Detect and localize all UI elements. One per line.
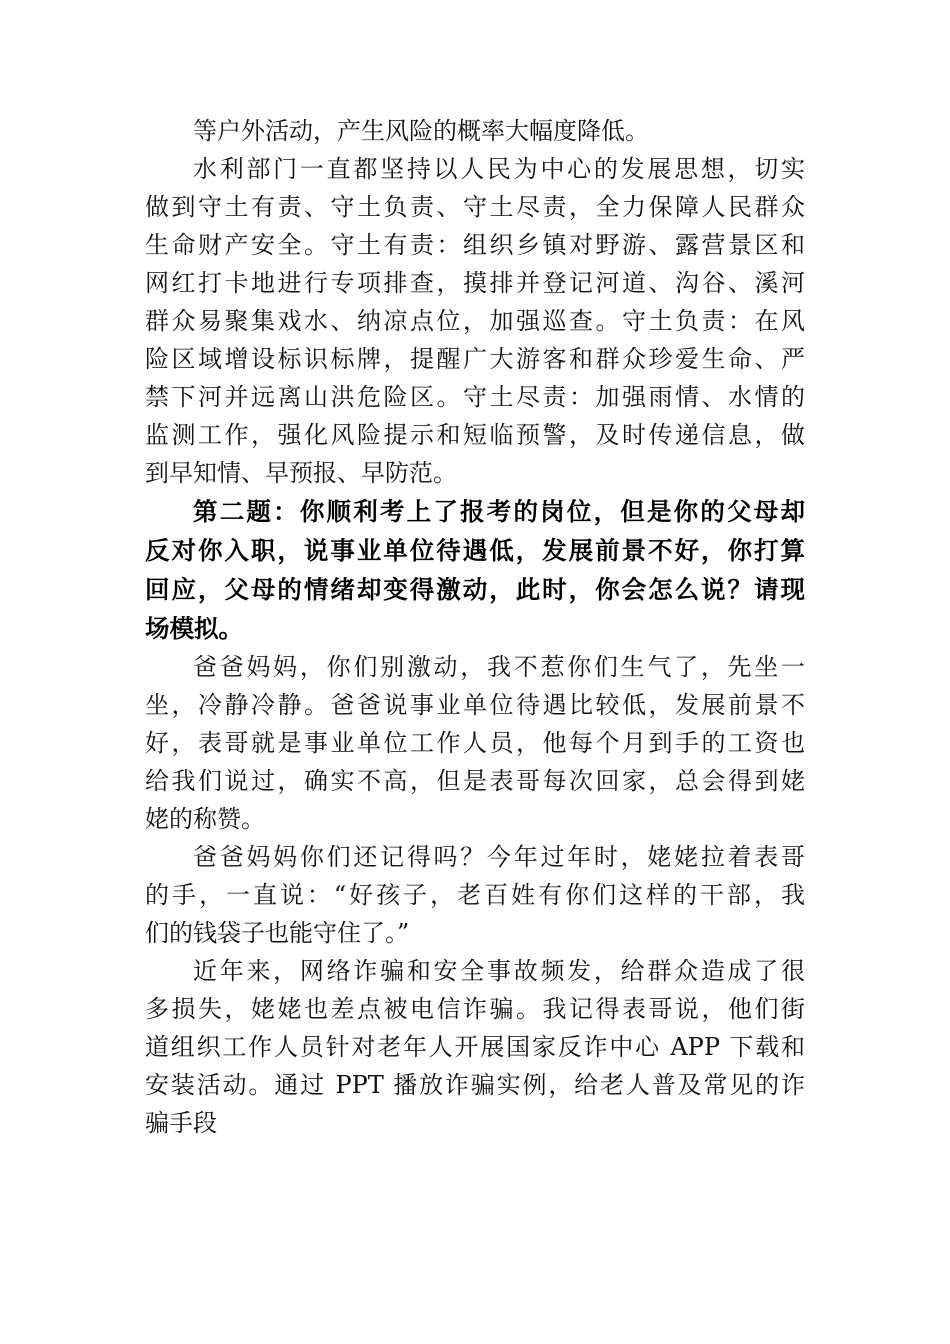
text-line: 好，表哥就是事业单位工作人员，他每个月到手的工资也 [145, 729, 805, 757]
text-line: 生命财产安全。守土有责：组织乡镇对野游、露营景区和 [145, 231, 805, 259]
text-line: 多损失，姥姥也差点被电信诈骗。我记得表哥说，他们街 [145, 995, 805, 1023]
text-line: 的手，一直说：“好孩子，老百姓有你们这样的干部，我 [145, 881, 805, 909]
paragraph [145, 112, 805, 150]
text-line: 姥的称赞。 [145, 805, 265, 833]
text-line: 险区域增设标识标牌，提醒广大游客和群众珍爱生命、严 [145, 345, 805, 373]
text-line: 回应，父母的情绪却变得激动，此时，你会怎么说？请现 [145, 575, 805, 604]
text-line: 安装活动。通过 PPT 播放诈骗实例，给老人普及常见的诈 [145, 1071, 805, 1099]
text-line: 水利部门一直都坚持以人民为中心的发展思想，切实 [193, 155, 805, 183]
text-line: 场模拟。 [145, 614, 243, 643]
text-line: 监测工作，强化风险提示和短临预警，及时传递信息，做 [145, 421, 805, 449]
text-line: 到早知情、早预报、早防范。 [145, 459, 457, 487]
text-line: 爸爸妈妈，你们别激动，我不惹你们生气了，先坐一 [193, 653, 805, 681]
paragraph [145, 150, 805, 492]
text-line: 坐，冷静冷静。爸爸说事业单位待遇比较低，发展前景不 [145, 691, 805, 719]
text-line: 道组织工作人员针对老年人开展国家反诈中心 APP 下载和 [145, 1033, 805, 1061]
paragraph [145, 838, 805, 952]
text-line: 等户外活动，产生风险的概率大幅度降低。 [193, 117, 649, 145]
document-body [145, 112, 805, 1142]
text-line: 第二题：你顺利考上了报考的岗位，但是你的父母却 [193, 497, 805, 526]
question-heading [145, 492, 805, 648]
text-line: 反对你入职，说事业单位待遇低，发展前景不好，你打算 [145, 536, 805, 565]
paragraph [145, 952, 805, 1142]
text-line: 群众易聚集戏水、纳凉点位，加强巡查。守土负责：在风 [145, 307, 805, 335]
text-line: 网红打卡地进行专项排查，摸排并登记河道、沟谷、溪河 [145, 269, 805, 297]
text-line: 骗手段 [145, 1109, 217, 1137]
text-line: 们的钱袋子也能守住了。” [145, 919, 410, 947]
text-line: 禁下河并远离山洪危险区。守土尽责：加强雨情、水情的 [145, 383, 805, 411]
text-line: 做到守土有责、守土负责、守土尽责，全力保障人民群众 [145, 193, 805, 221]
paragraph [145, 648, 805, 838]
text-line: 近年来，网络诈骗和安全事故频发，给群众造成了很 [193, 957, 805, 985]
text-line: 爸爸妈妈你们还记得吗？今年过年时，姥姥拉着表哥 [193, 843, 805, 871]
text-line: 给我们说过，确实不高，但是表哥每次回家，总会得到姥 [145, 767, 805, 795]
